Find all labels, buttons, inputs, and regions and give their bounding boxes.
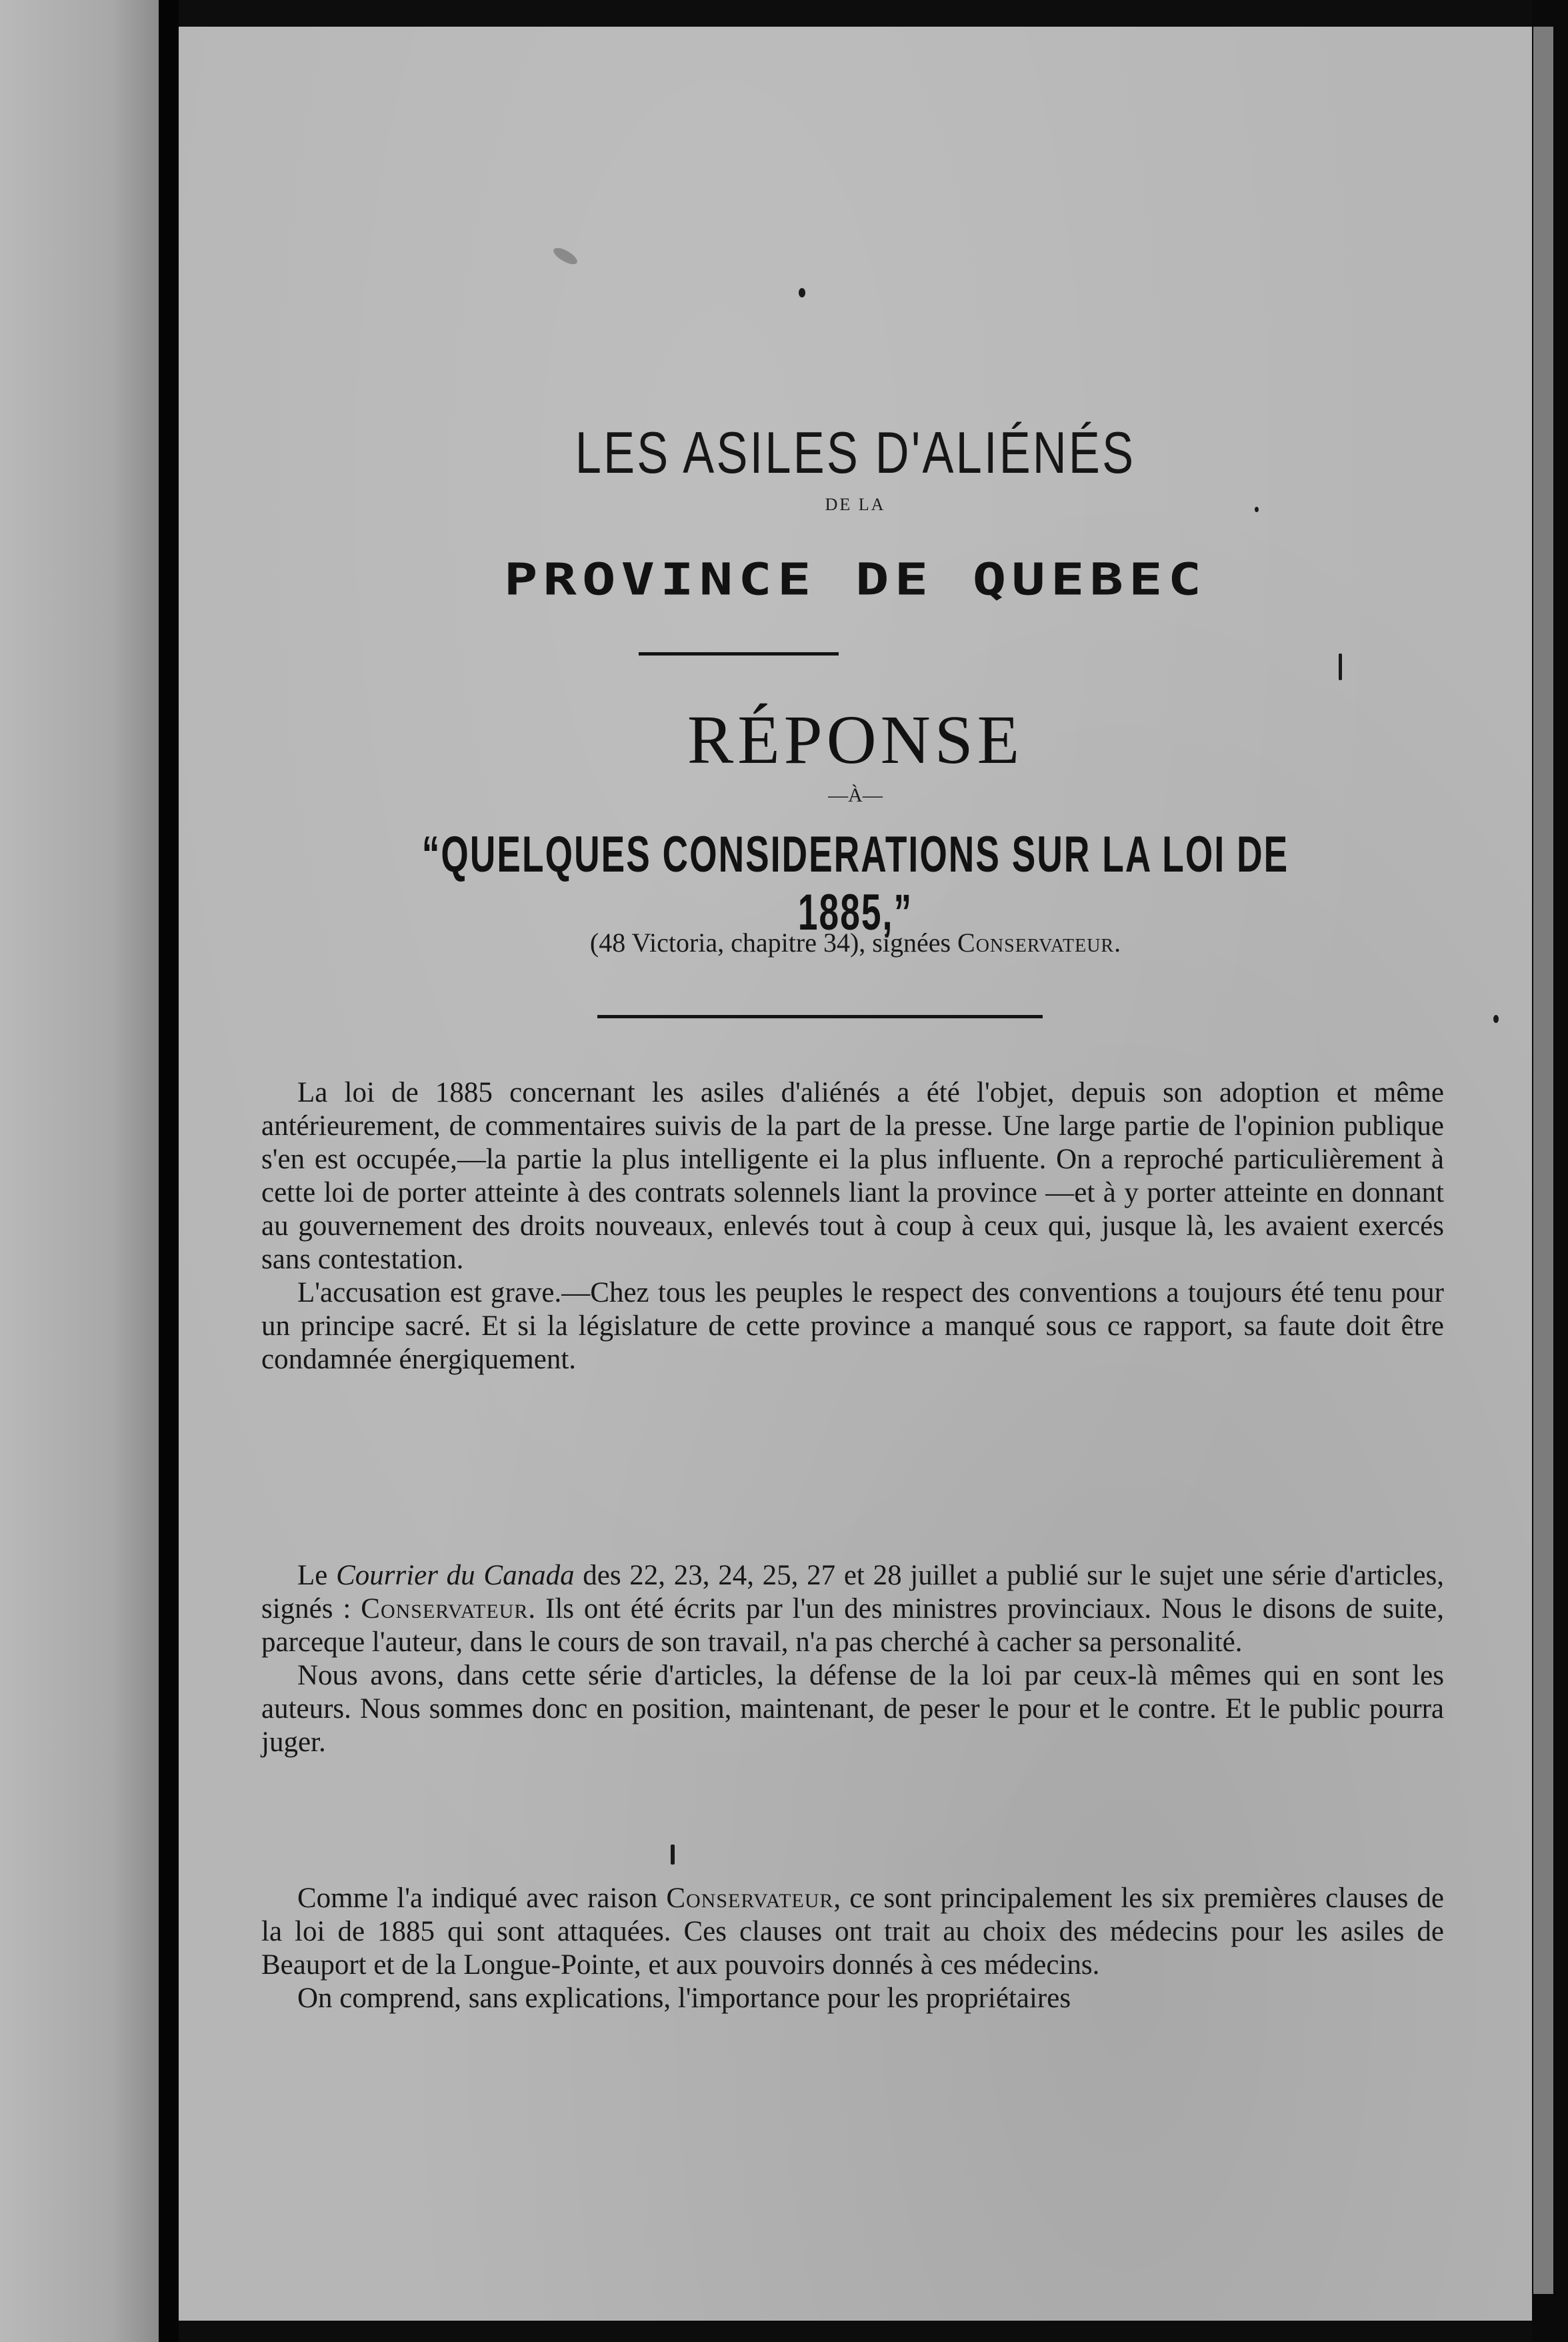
scan-speck (671, 1845, 675, 1865)
paragraph (261, 1559, 1444, 1659)
scan-speck (799, 288, 805, 297)
text-run: Comme l'a indiqué avec raison (297, 1883, 667, 1914)
author-name: Conservateur (666, 1883, 834, 1914)
heading-separator: —À— (828, 784, 883, 806)
subtitle (179, 927, 1532, 958)
paragraph: La loi de 1885 concernant les asiles d'aliénés a été l'objet, depuis son adoption et même antérieurement, de commentaires suivis de la part de la presse. Une large partie de l'opinion publique s'en est occupée,—la partie la plus intelligente ei la plus influente. On a reproché particulièrement à cette loi de porter atteinte à des contrats solennels liant la province —et à y porter atteinte en donnant au gouvernement des droits nouveaux, enlevés tout à coup à ceux qui, jusque là, les avaient exercés sans contestation. (261, 1077, 1444, 1275)
scan-speck (551, 245, 580, 267)
main-title-line2: PROVINCE DE QUEBEC (503, 553, 1207, 606)
binding-gutter (159, 0, 179, 2342)
section-rule (597, 1015, 1043, 1018)
section-2 (261, 1559, 1444, 1759)
title-rule (639, 652, 839, 656)
subtitle-prefix: (48 Victoria, chapitre 34), signées (589, 928, 958, 958)
subtitle-suffix: . (1114, 928, 1121, 958)
text-run: des 22, 23, 24, 25, 27 et 28 juillet a publié sur le sujet une série d'articles, signés : (261, 1560, 1444, 1624)
next-page-edge (1533, 27, 1553, 2294)
section-1 (261, 1076, 1444, 1376)
quoted-title: “QUELQUES CONSIDERATIONS SUR LA LOI DE 1885,” (421, 826, 1289, 941)
scan-speck (1493, 1015, 1499, 1023)
previous-page-edge (0, 0, 159, 2342)
paragraph: Nous avons, dans cette série d'articles, la défense de la loi par ceux-là mêmes qui en sont les auteurs. Nous sommes donc en position, maintenant, de peser le pour et le contre. Et le public pourra juger. (261, 1660, 1444, 1758)
text-run: , ce sont principalement les six premières clauses de la loi de 1885 qui sont attaquées. Ces clauses ont trait au choix des médecins pour les asiles de Beauport et de la Longue-Pointe, et aux pouvoirs donnés à ces médecins. (261, 1883, 1444, 1981)
paragraph (261, 1882, 1444, 1982)
scan-speck (1339, 654, 1342, 680)
subtitle-author: Conservateur (957, 928, 1115, 958)
document-page (179, 27, 1532, 2321)
paragraph: L'accusation est grave.—Chez tous les peuples le respect des conventions a toujours été tenu pour un principe sacré. Et si la législature de cette province a manqué sous ce rapport, sa faute doit être condamnée énergiquement. (261, 1277, 1444, 1375)
scan-speck (1255, 507, 1259, 512)
title-connector: DE LA (825, 495, 886, 514)
text-run: Le (297, 1560, 337, 1591)
newspaper-name: Courrier du Canada (336, 1560, 575, 1591)
paragraph: On comprend, sans explications, l'importance pour les propriétaires (297, 1983, 1071, 2014)
text-run: . Ils ont été écrits par l'un des ministres provinciaux. Nous le disons de suite, parceque l'auteur, dans le cours de son travail, n'a pas cherché à cacher sa personalité. (261, 1593, 1444, 1658)
heading-reponse: RÉPONSE (687, 702, 1024, 778)
section-3 (261, 1882, 1444, 2015)
author-name: Conservateur (361, 1593, 529, 1624)
main-title: LES ASILES D'ALIÉNÉS (575, 419, 1136, 485)
